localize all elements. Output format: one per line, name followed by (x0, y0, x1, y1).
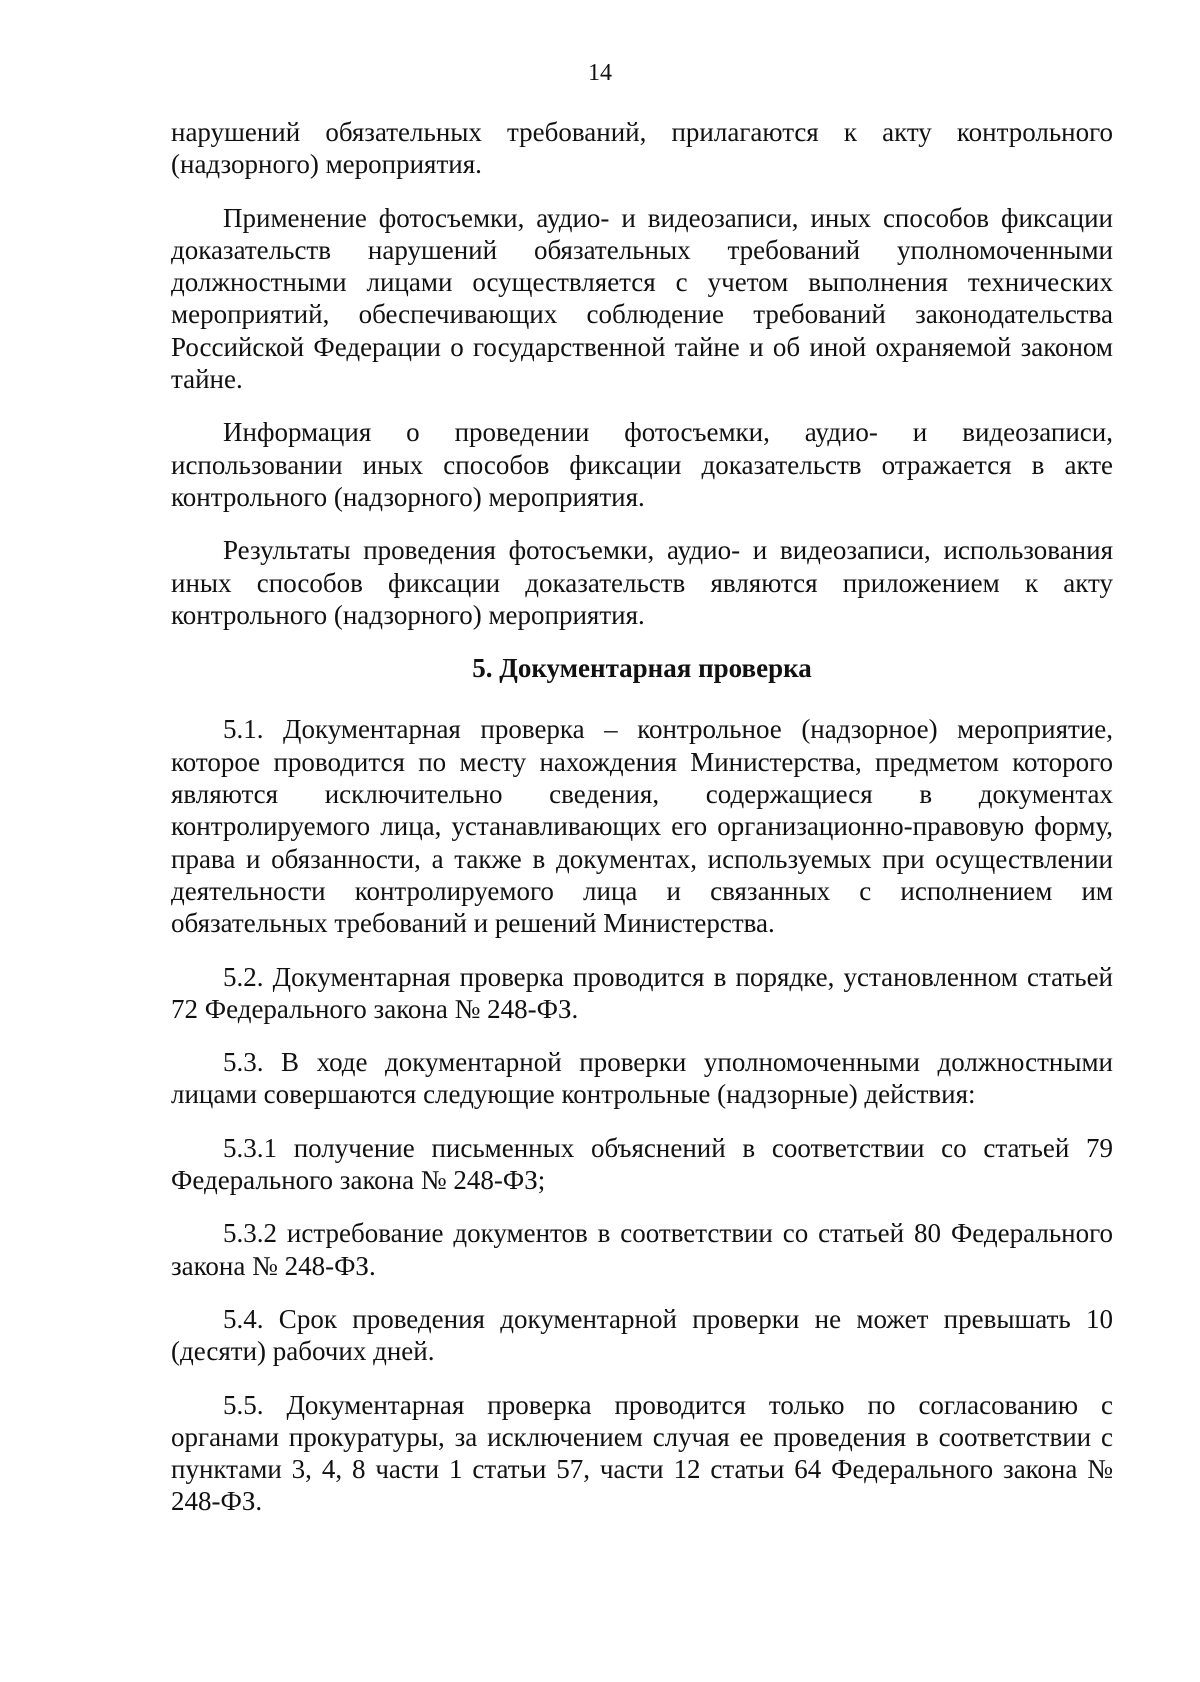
paragraph-5-3-1: 5.3.1 получение письменных объяснений в соответствии со статьей 79 Федерального закона № 248-ФЗ; (171, 1132, 1113, 1196)
paragraph-5-5: 5.5. Документарная проверка проводится только по согласованию с органами прокуратуры, за исключением случая ее проведения в соответствии с пунктами 3, 4, 8 части 1 статьи 57, части 12 статьи 64 Федерального закона № 248-ФЗ. (171, 1389, 1113, 1517)
page-number: 14 (588, 60, 612, 86)
paragraph-photo-video-info: Информация о проведении фотосъемки, аудио- и видеозаписи, использовании иных способов фиксации доказательств отражается в акте контрольного (надзорного) мероприятия. (171, 417, 1113, 512)
paragraph-5-3: 5.3. В ходе документарной проверки уполномоченными должностными лицами совершаются следующие контрольные (надзорные) действия: (171, 1047, 1113, 1110)
section-title: 5. Документарная проверка (472, 653, 812, 684)
paragraph-5-4: 5.4. Срок проведения документарной проверки не может превышать 10 (десяти) рабочих дней. (171, 1303, 1113, 1367)
paragraph-continuation: нарушений обязательных требований, прилагаются к акту контрольного (надзорного) мероприятия. (171, 117, 1113, 180)
document-body (171, 116, 1113, 1539)
paragraph-5-3-2: 5.3.2 истребование документов в соответствии со статьей 80 Федерального закона № 248-ФЗ. (171, 1218, 1113, 1281)
paragraph-photo-video-use: Применение фотосъемки, аудио- и видеозаписи, иных способов фиксации доказательств нарушений обязательных требований уполномоченными должностными лицами осуществляется с учетом выполнения технических мероприятий, обеспечивающих соблюдение требований законодательства Российской Федерации о государственной тайне и об иной охраняемой законом тайне. (171, 202, 1113, 395)
paragraph-photo-video-results: Результаты проведения фотосъемки, аудио- и видеозаписи, использования иных способов фиксации доказательств являются приложением к акту контрольного (надзорного) мероприятия. (171, 535, 1113, 630)
paragraph-5-2: 5.2. Документарная проверка проводится в порядке, установленном статьей 72 Федерального закона № 248-ФЗ. (171, 961, 1113, 1024)
paragraph-5-1: 5.1. Документарная проверка – контрольное (надзорное) мероприятие, которое проводится по месту нахождения Министерства, предметом которого являются исключительно сведения, содержащиеся в документах контролируемого лица, устанавливающих его организационно-правовую форму, права и обязанности, а также в документах, используемых при осуществлении деятельности контролируемого лица и связанных с исполнением им обязательных требований и решений Министерства. (171, 714, 1113, 939)
